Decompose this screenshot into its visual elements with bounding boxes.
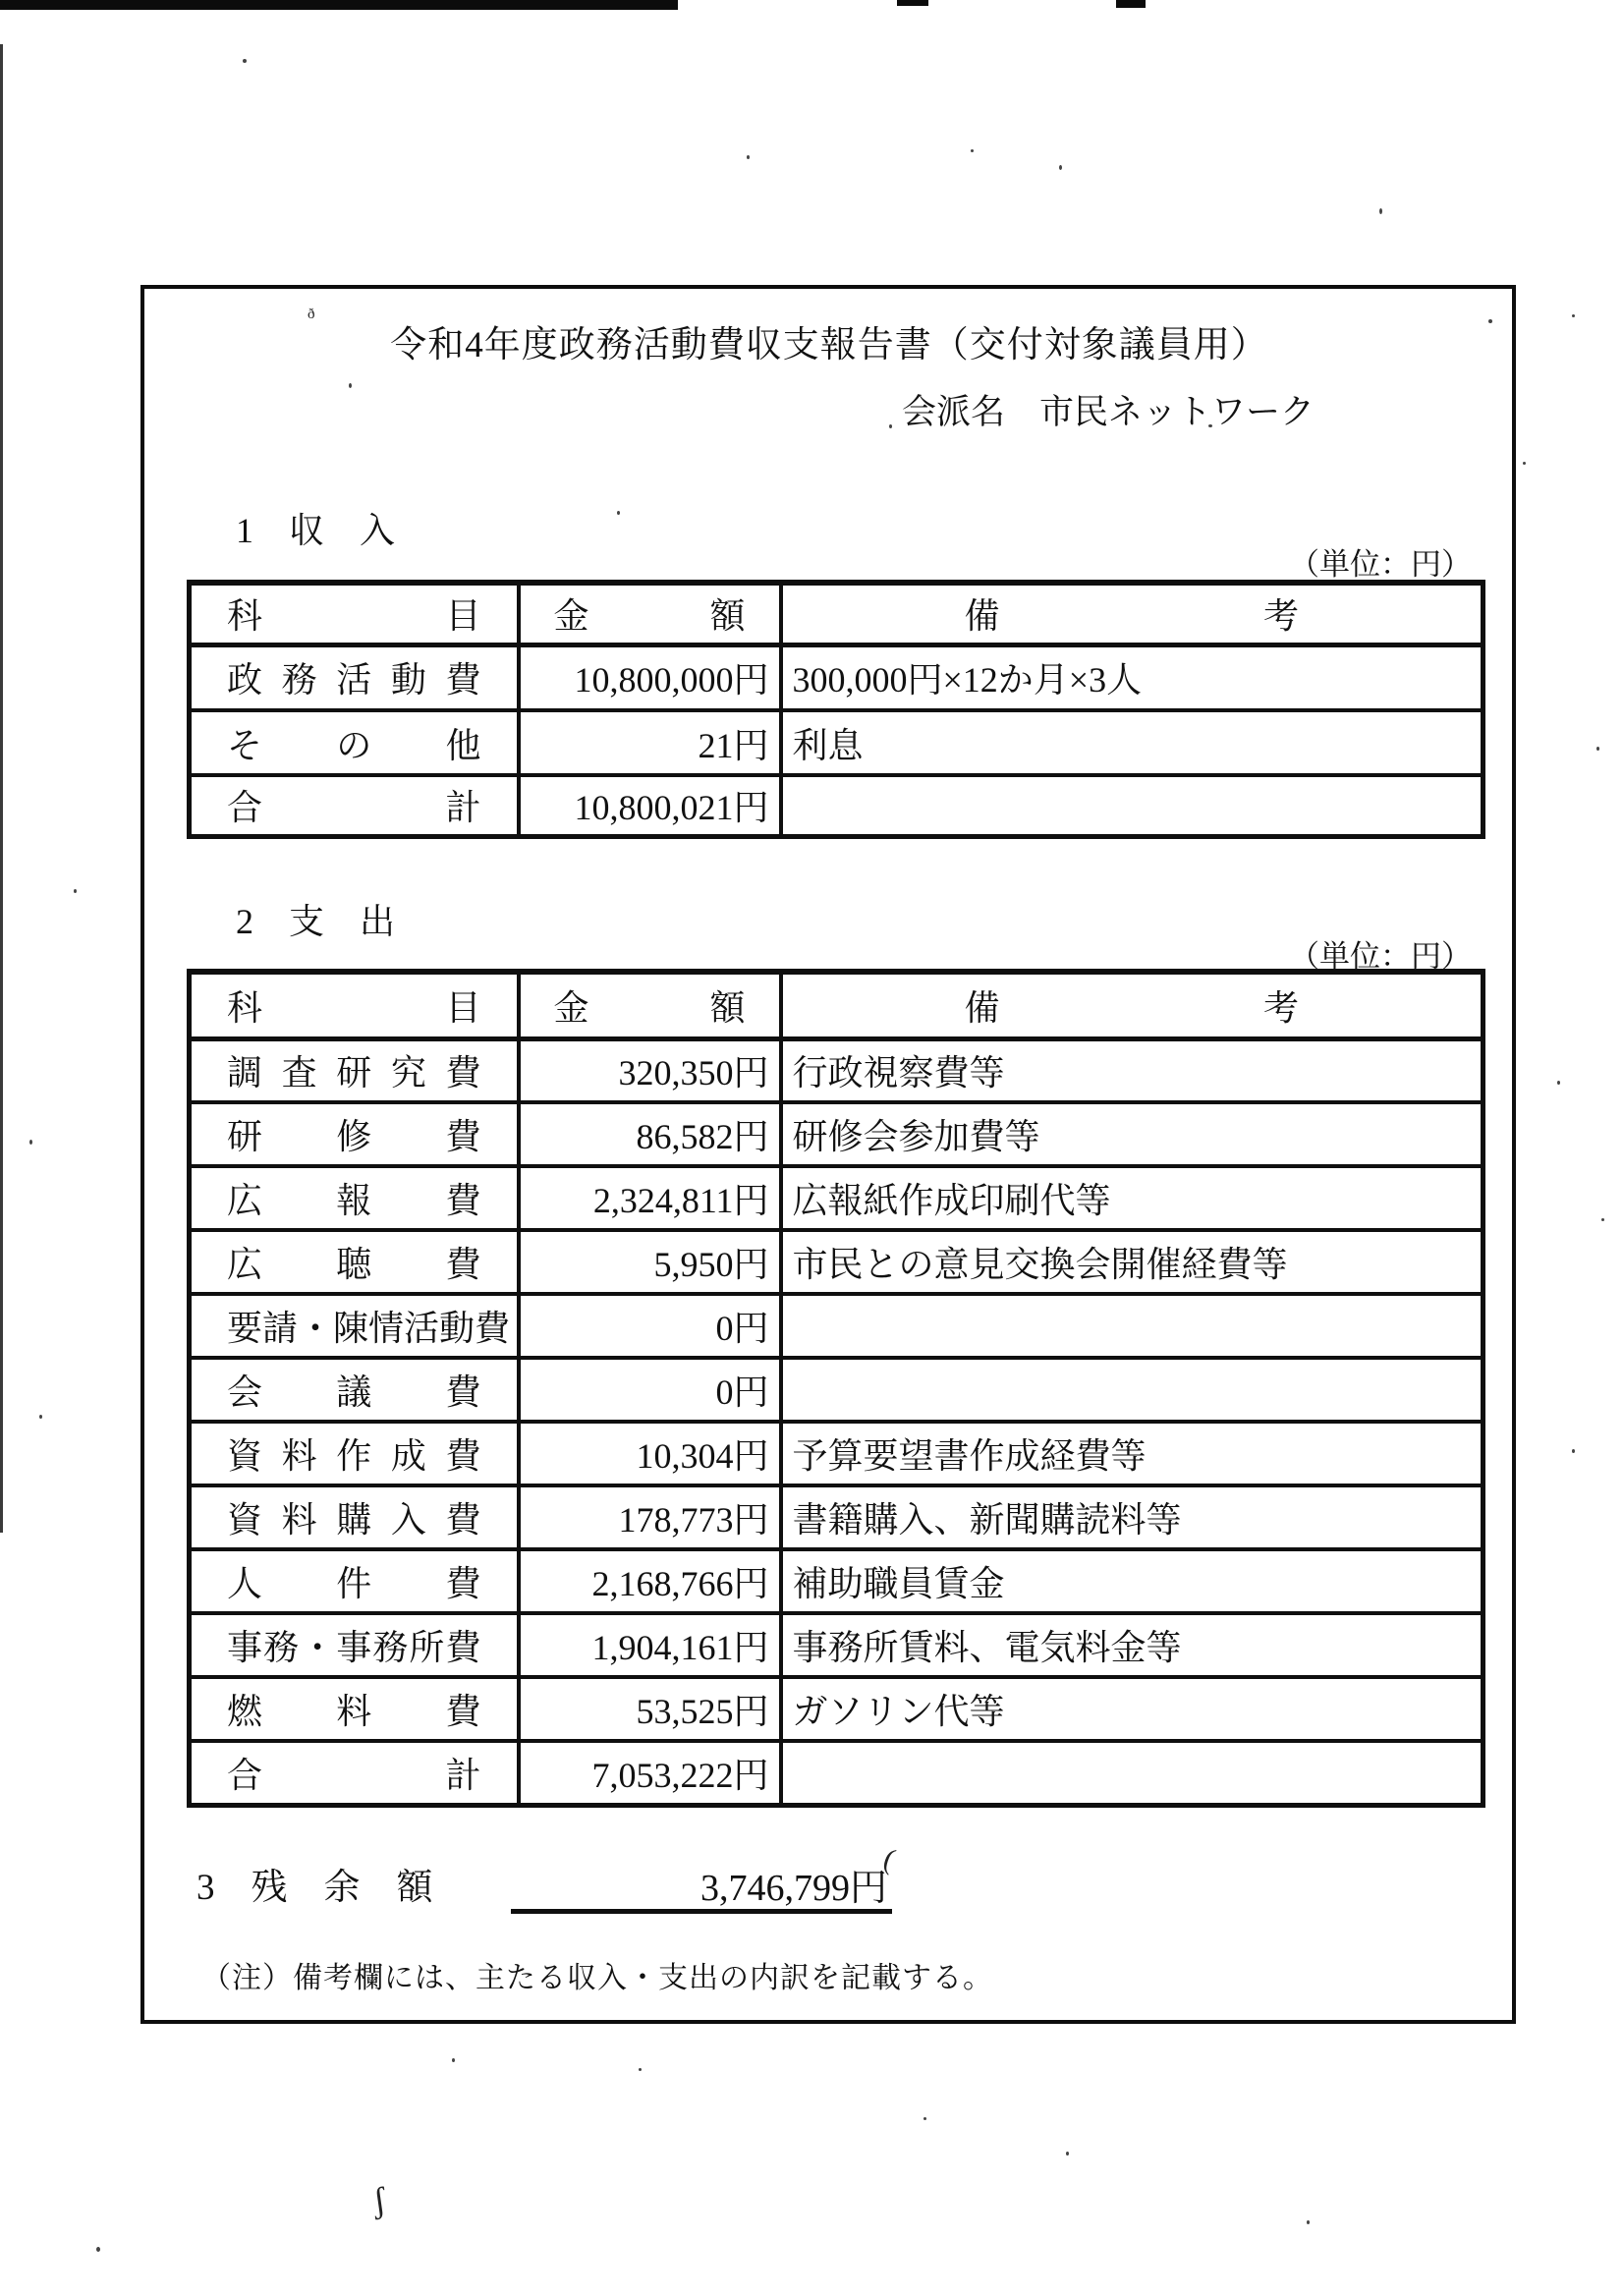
expense-amount: 5,950円 — [519, 1230, 781, 1294]
expense-item: 研修費 — [190, 1102, 519, 1166]
expense-amount: 0円 — [519, 1294, 781, 1358]
faction-line — [902, 385, 1315, 434]
scan-speckle — [971, 149, 974, 152]
table-row — [190, 1549, 1483, 1613]
expense-item: 資料購入費 — [190, 1485, 519, 1549]
expense-amount: 86,582円 — [519, 1102, 781, 1166]
expense-header-item: 科目 — [190, 972, 519, 1038]
expense-item: 資料作成費 — [190, 1422, 519, 1485]
scan-speckle — [1059, 165, 1062, 170]
table-row — [190, 1358, 1483, 1422]
scan-speckle — [452, 2058, 455, 2062]
income-heading: 1 収 入 — [236, 511, 396, 550]
expense-unit-label: （単位：円） — [1289, 939, 1472, 974]
income-amount: 21円 — [519, 710, 781, 775]
expense-note: 市民との意見交換会開催経費等 — [781, 1230, 1483, 1294]
remainder-amount: 3,746,799円 — [700, 1868, 887, 1909]
expense-note: 行政視察費等 — [781, 1038, 1483, 1102]
income-header-amount: 金額 — [519, 583, 781, 644]
table-row — [190, 1677, 1483, 1741]
expense-item: 事務・事務所費 — [190, 1613, 519, 1677]
income-item: 合計 — [190, 775, 519, 836]
expense-item: 会議費 — [190, 1358, 519, 1422]
table-row — [190, 1422, 1483, 1485]
income-amount: 10,800,021円 — [519, 775, 781, 836]
table-row — [190, 1294, 1483, 1358]
scan-speckle — [1572, 314, 1575, 317]
page-title: 令和4年度政務活動費収支報告書（交付対象議員用） — [390, 325, 1268, 365]
expense-note — [781, 1358, 1483, 1422]
expense-amount: 2,324,811円 — [519, 1166, 781, 1230]
expense-note: 書籍購入、新聞購読料等 — [781, 1485, 1483, 1549]
income-note: 利息 — [781, 710, 1483, 775]
scan-speckle — [243, 59, 247, 63]
expense-amount: 1,904,161円 — [519, 1613, 781, 1677]
scan-speckle — [1307, 2220, 1310, 2224]
scan-artifact-top-mark — [1116, 0, 1146, 8]
income-item: その他 — [190, 710, 519, 775]
expense-amount: 178,773円 — [519, 1485, 781, 1549]
scan-speckle — [74, 889, 77, 893]
expense-header-row — [190, 972, 1483, 1038]
expense-note: 補助職員賃金 — [781, 1549, 1483, 1613]
expense-item: 燃料費 — [190, 1677, 519, 1741]
expense-amount: 320,350円 — [519, 1038, 781, 1102]
income-item: 政務活動費 — [190, 644, 519, 710]
expense-item: 広聴費 — [190, 1230, 519, 1294]
expense-item: 人件費 — [190, 1549, 519, 1613]
expense-note: 事務所賃料、電気料金等 — [781, 1613, 1483, 1677]
expense-amount: 2,168,766円 — [519, 1549, 781, 1613]
income-header-note: 備考 — [781, 583, 1483, 644]
scan-speckle — [1523, 462, 1526, 465]
table-row — [190, 1741, 1483, 1805]
table-row — [190, 710, 1483, 775]
scan-speckle — [96, 2247, 100, 2252]
faction-name: 市民ネットワーク — [1039, 393, 1315, 431]
table-row — [190, 644, 1483, 710]
remainder-underline — [511, 1909, 892, 1914]
footnote: （注）備考欄には、主たる収入・支出の内訳を記載する。 — [201, 1962, 993, 1994]
scan-speckle — [1596, 747, 1599, 751]
income-header-item: 科目 — [190, 583, 519, 644]
scan-artifact-stray-mark: ð — [308, 307, 315, 322]
table-row — [190, 775, 1483, 836]
scan-speckle — [923, 2117, 926, 2120]
expense-item: 広報費 — [190, 1166, 519, 1230]
scan-artifact-top-bar — [0, 0, 678, 10]
expense-item: 調査研究費 — [190, 1038, 519, 1102]
table-row — [190, 1230, 1483, 1294]
remainder-heading: 3 残 余 額 — [196, 1868, 433, 1908]
scan-speckle — [1066, 2152, 1069, 2156]
income-table — [187, 580, 1485, 839]
table-row — [190, 1038, 1483, 1102]
scan-speckle — [747, 155, 750, 159]
expense-header-note: 備考 — [781, 972, 1483, 1038]
expense-header-amount: 金額 — [519, 972, 781, 1038]
scan-artifact-top-mark — [897, 0, 928, 6]
income-amount: 10,800,000円 — [519, 644, 781, 710]
expense-amount: 10,304円 — [519, 1422, 781, 1485]
expense-table — [187, 969, 1485, 1808]
expense-note: 広報紙作成印刷代等 — [781, 1166, 1483, 1230]
expense-amount: 0円 — [519, 1358, 781, 1422]
expense-item: 合計 — [190, 1741, 519, 1805]
expense-note — [781, 1741, 1483, 1805]
table-row — [190, 1102, 1483, 1166]
scan-artifact-curl-mark: ʃ — [370, 2179, 388, 2220]
scan-speckle — [639, 2068, 642, 2071]
income-header-row — [190, 583, 1483, 644]
faction-label: 会派名 — [902, 393, 1006, 431]
table-row — [190, 1166, 1483, 1230]
income-note — [781, 775, 1483, 836]
scan-artifact-left-edge — [0, 44, 3, 1533]
income-unit-label: （単位：円） — [1289, 547, 1472, 582]
scan-speckle — [1601, 1218, 1604, 1221]
expense-heading: 2 支 出 — [236, 902, 396, 941]
expense-amount: 7,053,222円 — [519, 1741, 781, 1805]
income-note: 300,000円×12か月×3人 — [781, 644, 1483, 710]
expense-amount: 53,525円 — [519, 1677, 781, 1741]
scan-speckle — [39, 1415, 42, 1419]
expense-note: ガソリン代等 — [781, 1677, 1483, 1741]
scan-artifact-curl-mark: ( — [879, 1842, 900, 1876]
scan-speckle — [1379, 208, 1382, 214]
expense-item: 要請・陳情活動費 — [190, 1294, 519, 1358]
expense-note — [781, 1294, 1483, 1358]
table-row — [190, 1485, 1483, 1549]
scan-speckle — [1557, 1081, 1560, 1085]
expense-note: 研修会参加費等 — [781, 1102, 1483, 1166]
scan-speckle — [29, 1140, 32, 1145]
expense-note: 予算要望書作成経費等 — [781, 1422, 1483, 1485]
table-row — [190, 1613, 1483, 1677]
scan-speckle — [1572, 1449, 1575, 1453]
